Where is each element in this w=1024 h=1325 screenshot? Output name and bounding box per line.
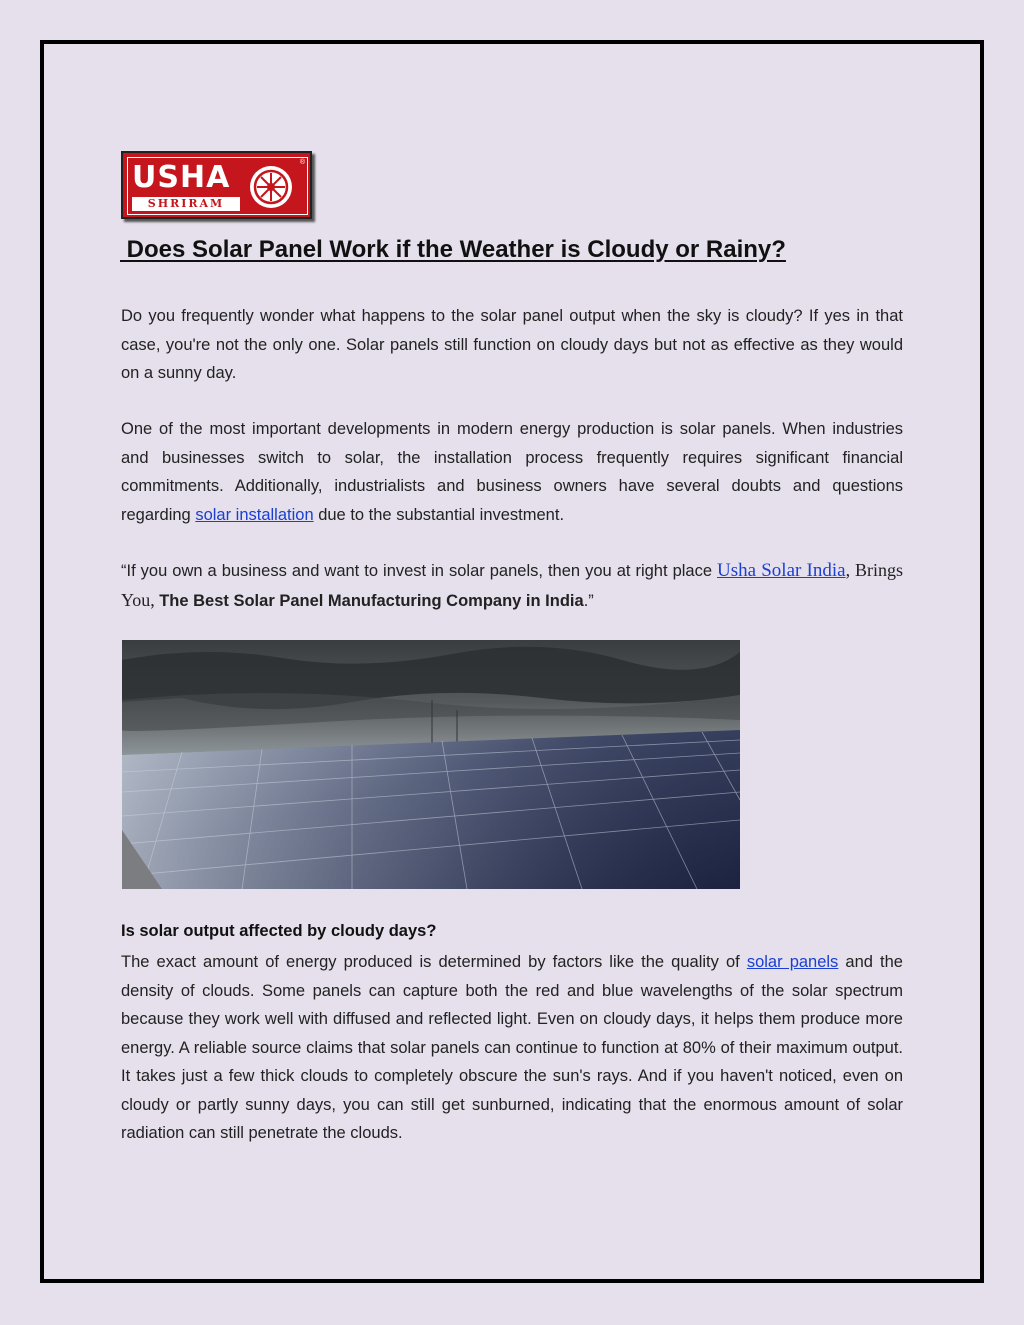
brings-you-text: , Brings You, xyxy=(121,560,903,610)
quote-paragraph xyxy=(121,556,903,615)
usha-shriram-logo xyxy=(121,151,312,219)
investment-paragraph xyxy=(121,415,903,529)
usha-solar-india-link[interactable]: Usha Solar India xyxy=(717,560,846,581)
wheel-emblem-icon xyxy=(248,164,294,210)
quote-close: .” xyxy=(583,591,594,610)
investment-paragraph-end: due to the substantial investment. xyxy=(313,505,565,524)
solar-panels-cloudy-sky-image xyxy=(122,640,740,889)
solar-panels-link[interactable]: solar panels xyxy=(746,953,839,971)
section-heading: Is solar output affected by cloudy days? xyxy=(121,922,437,940)
investment-paragraph-text: One of the most important developments in modern energy production is solar panels. When industries and businesses switch to solar, the installation process frequently requires significant financial commitments. Additionally, industrialists and business owners have several doubts and questions regarding xyxy=(121,420,903,524)
section-text: The exact amount of energy produced is determined by factors like the quality of xyxy=(121,953,747,971)
section-text-end: and the density of clouds. Some panels can capture both the red and blue wavelengths of the solar spectrum because they work well with diffused and reflected light. Even on cloudy days, it helps them produce more energy. A reliable source claims that solar panels can continue to function at 80% of their maximum output. It takes just a few thick clouds to completely obscure the sun's rays. And if you haven't noticed, even on cloudy or partly sunny days, you can still get sunburned, indicating that the enormous amount of solar radiation can still penetrate the clouds. xyxy=(121,953,903,1142)
trademark-symbol: ® xyxy=(299,159,305,166)
logo-subtitle: SHRIRAM xyxy=(132,197,240,211)
section-paragraph xyxy=(121,948,903,1148)
article-title: Does Solar Panel Work if the Weather is Cloudy or Rainy? xyxy=(120,236,786,263)
intro-paragraph: Do you frequently wonder what happens to the solar panel output when the sky is cloudy? If yes in that case, you're not the only one. Solar panels still function on cloudy days but not as effective as they would on a sunny day. xyxy=(121,307,903,382)
quote-text: “If you own a business and want to invest in solar panels, then you at right place xyxy=(121,562,718,580)
quote-bold-text: The Best Solar Panel Manufacturing Company in India xyxy=(159,591,584,610)
logo-wordmark: USHA xyxy=(132,160,231,195)
solar-installation-link[interactable]: solar installation xyxy=(195,505,314,524)
